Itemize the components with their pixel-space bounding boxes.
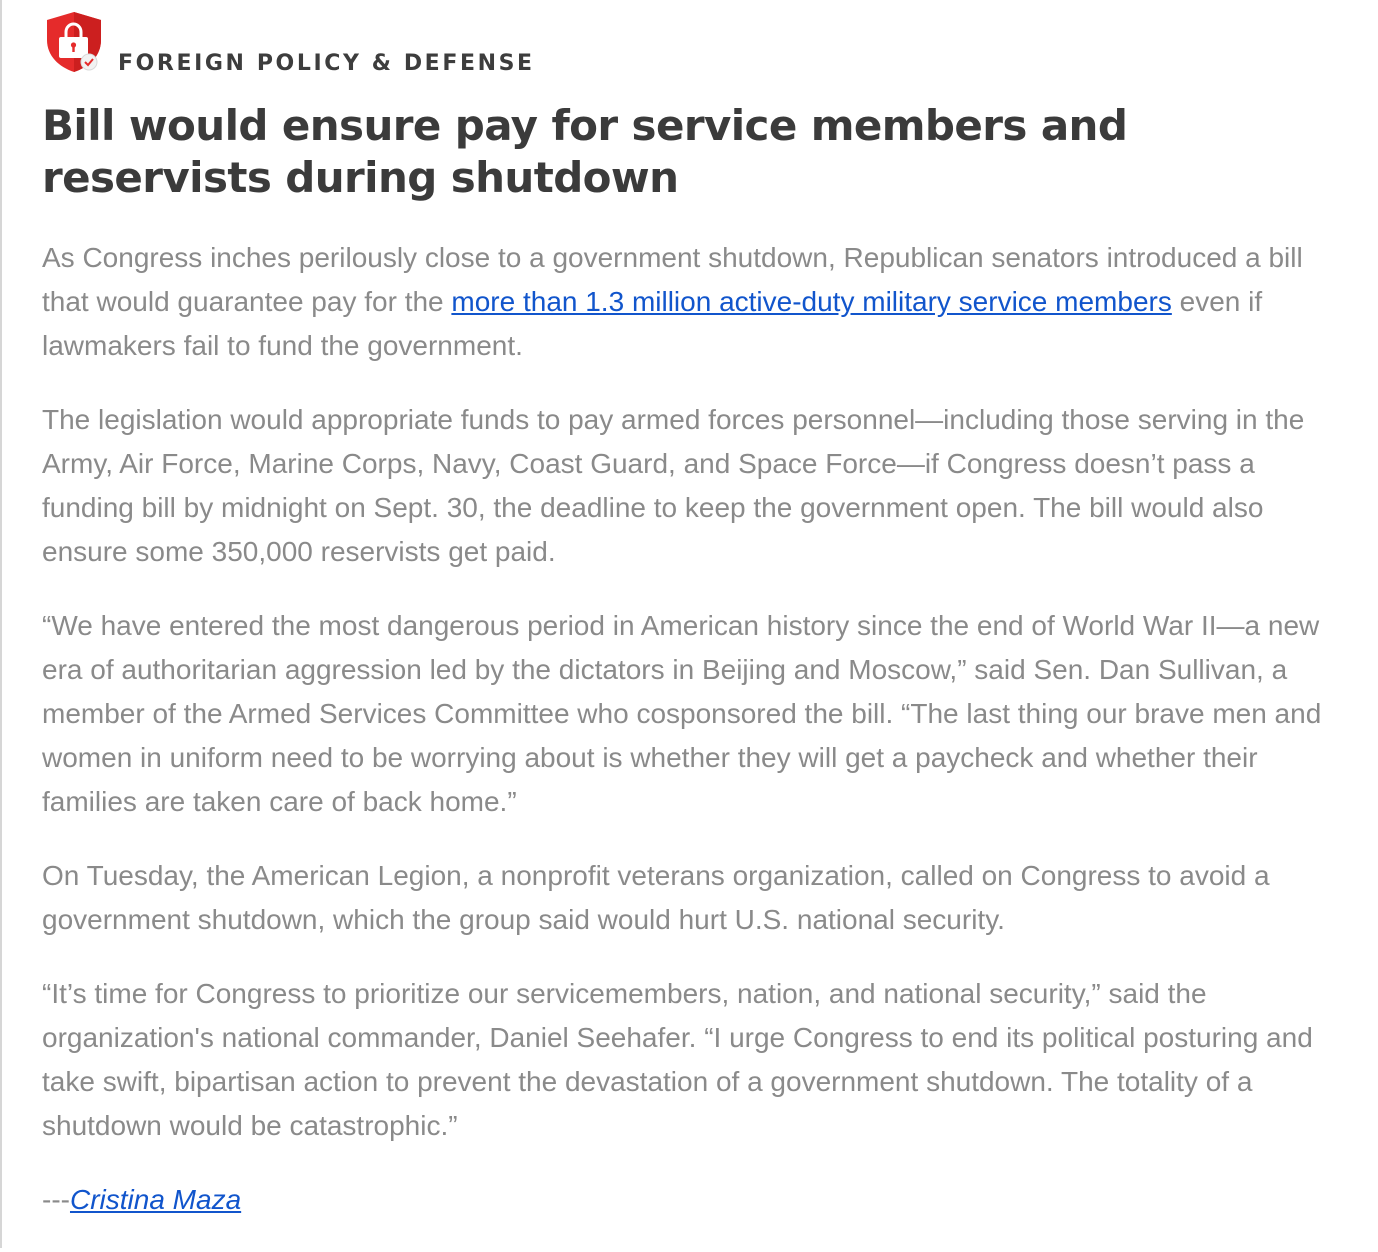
article-headline: Bill would ensure pay for service members and reservists during shutdown: [42, 101, 1128, 202]
author-link[interactable]: Cristina Maza: [69, 1184, 242, 1215]
shield-lock-icon: [42, 10, 106, 74]
article-body: [42, 236, 1342, 1252]
section-header: [42, 10, 1342, 80]
active-duty-members-link[interactable]: more than 1.3 million active-duty military service members: [451, 286, 1172, 317]
article-paragraph-5: “It’s time for Congress to prioritize our servicemembers, nation, and national security,” said the organization's national commander, Daniel Seehafer. “I urge Congress to end its political posturing and take swift, bipartisan action to prevent the devastation of a government shutdown. The totality of a shutdown would be catastrophic.”: [42, 978, 1313, 1141]
paragraph-1-text-end: even if lawmakers fail to fund the government.: [42, 286, 1263, 361]
byline-prefix: ---: [42, 1184, 70, 1215]
left-border-rule: [0, 0, 2, 1248]
article-paragraph-1: [42, 236, 1342, 368]
paragraph-1-text-start: As Congress inches perilously close to a government shutdown, Republican senators introduced a bill that would guarantee pay for the: [42, 242, 1303, 317]
section-label: FOREIGN POLICY & DEFENSE: [118, 51, 535, 76]
article-paragraph-4: On Tuesday, the American Legion, a nonprofit veterans organization, called on Congress to avoid a government shutdown, which the group said would hurt U.S. national security.: [42, 860, 1270, 935]
article-paragraph-2: The legislation would appropriate funds to pay armed forces personnel—including those serving in the Army, Air Force, Marine Corps, Navy, Coast Guard, and Space Force—if Congress doesn’t pass a funding bill by midnight on Sept. 30, the deadline to keep the government open. The bill would also ensure some 350,000 reservists get paid.: [42, 404, 1305, 567]
article-paragraph-3: “We have entered the most dangerous period in American history since the end of World War II—a new era of authoritarian aggression led by the dictators in Beijing and Moscow,” said Sen. Dan Sullivan, a member of the Armed Services Committee who cosponsored the bill. “The last thing our brave men and women in uniform need to be worrying about is whether they will get a paycheck and whether their families are taken care of back home.”: [42, 610, 1322, 817]
byline: [42, 1178, 1342, 1222]
